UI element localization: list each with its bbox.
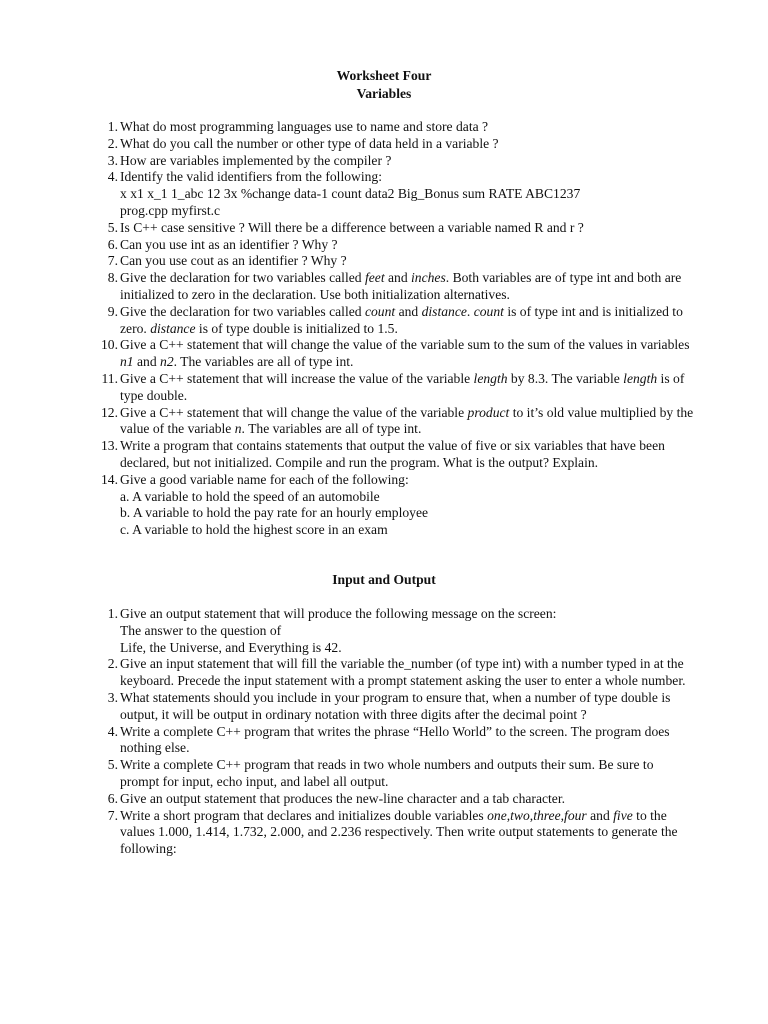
question-item bbox=[0, 724, 695, 758]
question-number: 12. bbox=[101, 404, 118, 420]
question-text: Give an output statement that will produce the following message on the screen: bbox=[120, 606, 557, 621]
question-text: Can you use int as an identifier ? Why ? bbox=[120, 236, 338, 252]
question-text: Write a complete C++ program that reads in two whole numbers and outputs their sum. Be sure to prompt for input, echo input, and label all output. bbox=[120, 757, 654, 789]
question-text: Give the declaration for two variables called feet and inches. Both variables are of type int and both are initialized to zero in the declaration. Use both initialization alternatives. bbox=[120, 270, 682, 302]
question-text: What do you call the number or other type of data held in a variable ? bbox=[120, 135, 499, 151]
question-item bbox=[0, 405, 695, 439]
question-number: 5. bbox=[107, 757, 118, 773]
worksheet-title: Worksheet Four bbox=[336, 68, 432, 83]
question-text: Write a short program that declares and initializes double variables one,two,three,four and five to the values 1.000, 1.414, 1.732, 2.000, and 2.236 respectively. Then write output statements to generate the following: bbox=[120, 807, 678, 857]
input-output-question-list bbox=[0, 606, 695, 858]
question-item bbox=[0, 237, 695, 254]
question-subline: a. A variable to hold the speed of an automobile bbox=[120, 488, 380, 504]
question-item bbox=[0, 438, 695, 472]
question-number: 8. bbox=[107, 270, 118, 286]
question-item bbox=[0, 808, 695, 858]
question-item bbox=[0, 656, 695, 690]
question-item bbox=[0, 606, 695, 656]
question-number: 2. bbox=[107, 135, 118, 151]
question-number: 2. bbox=[107, 656, 118, 672]
question-subline: Life, the Universe, and Everything is 42. bbox=[120, 639, 342, 655]
question-number: 4. bbox=[107, 723, 118, 739]
question-number: 7. bbox=[107, 807, 118, 823]
question-number: 6. bbox=[107, 236, 118, 252]
question-subline: prog.cpp myfirst.c bbox=[120, 202, 221, 218]
question-text: What statements should you include in your program to ensure that, when a number of type double is output, it will be output in ordinary notation with three digits after the decimal point ? bbox=[120, 689, 671, 722]
question-item bbox=[0, 304, 695, 338]
question-number: 9. bbox=[107, 303, 118, 319]
question-item bbox=[0, 253, 695, 270]
question-text: Give a good variable name for each of the following: bbox=[120, 471, 409, 487]
question-text: Can you use cout as an identifier ? Why ? bbox=[120, 253, 347, 269]
question-number: 1. bbox=[107, 606, 118, 621]
question-item bbox=[0, 220, 695, 237]
question-number: 14. bbox=[101, 471, 118, 487]
variables-question-list bbox=[0, 119, 695, 539]
question-text: Give a C++ statement that will change the value of the variable sum to the sum of the values in variables n1 and n2. The variables are all of type int. bbox=[120, 337, 690, 370]
question-text: How are variables implemented by the compiler ? bbox=[120, 152, 392, 168]
question-number: 3. bbox=[107, 689, 118, 705]
question-text: Is C++ case sensitive ? Will there be a difference between a variable named R and r ? bbox=[120, 219, 584, 235]
question-item bbox=[0, 791, 695, 808]
question-number: 5. bbox=[107, 219, 118, 235]
question-text: What do most programming languages use to name and store data ? bbox=[120, 119, 489, 134]
question-number: 11. bbox=[101, 370, 118, 386]
question-item bbox=[0, 169, 695, 219]
question-text: Give an output statement that produces the new-line character and a tab character. bbox=[120, 790, 565, 806]
question-item bbox=[0, 136, 695, 153]
question-text: Give the declaration for two variables called count and distance. count is of type int and is initialized to zero. distance is of type double is initialized to 1.5. bbox=[120, 303, 683, 336]
question-item bbox=[0, 153, 695, 170]
question-item bbox=[0, 757, 695, 791]
question-subline: x x1 x_1 1_abc 12 3x %change data-1 count data2 Big_Bonus sum RATE ABC1237 bbox=[120, 186, 581, 202]
question-text: Give a C++ statement that will change the value of the variable product to it’s old value multiplied by the value of the variable n. The variables are all of type int. bbox=[120, 404, 694, 437]
question-number: 1. bbox=[107, 119, 118, 134]
question-text: Write a complete C++ program that writes the phrase “Hello World” to the screen. The program does nothing else. bbox=[120, 723, 670, 756]
question-item bbox=[0, 119, 695, 136]
question-number: 7. bbox=[107, 253, 118, 269]
question-text: Give a C++ statement that will increase the value of the variable length by 8.3. The variable length is of type double. bbox=[120, 370, 685, 403]
question-number: 10. bbox=[101, 337, 118, 353]
question-item bbox=[0, 690, 695, 724]
question-subline: The answer to the question of bbox=[120, 622, 282, 638]
question-number: 6. bbox=[107, 790, 118, 806]
question-subline: b. A variable to hold the pay rate for an hourly employee bbox=[120, 505, 429, 521]
question-text: Write a program that contains statements that output the value of five or six variables that have been declared, but not initialized. Compile and run the program. What is the output? Explain. bbox=[120, 438, 665, 470]
question-number: 4. bbox=[107, 169, 118, 185]
question-number: 13. bbox=[101, 438, 118, 454]
section-title-input-output: Input and Output bbox=[332, 572, 436, 587]
question-item bbox=[0, 371, 695, 405]
question-text: Identify the valid identifiers from the following: bbox=[120, 169, 382, 185]
question-item bbox=[0, 270, 695, 304]
question-item bbox=[0, 472, 695, 539]
worksheet-subtitle: Variables bbox=[356, 86, 412, 101]
question-item bbox=[0, 337, 695, 371]
question-subline: c. A variable to hold the highest score in an exam bbox=[120, 522, 388, 538]
question-number: 3. bbox=[107, 152, 118, 168]
question-text: Give an input statement that will fill the variable the_number (of type int) with a number typed in at the keyboard. Precede the input statement with a prompt statement asking the user to enter a whole number. bbox=[120, 656, 686, 689]
